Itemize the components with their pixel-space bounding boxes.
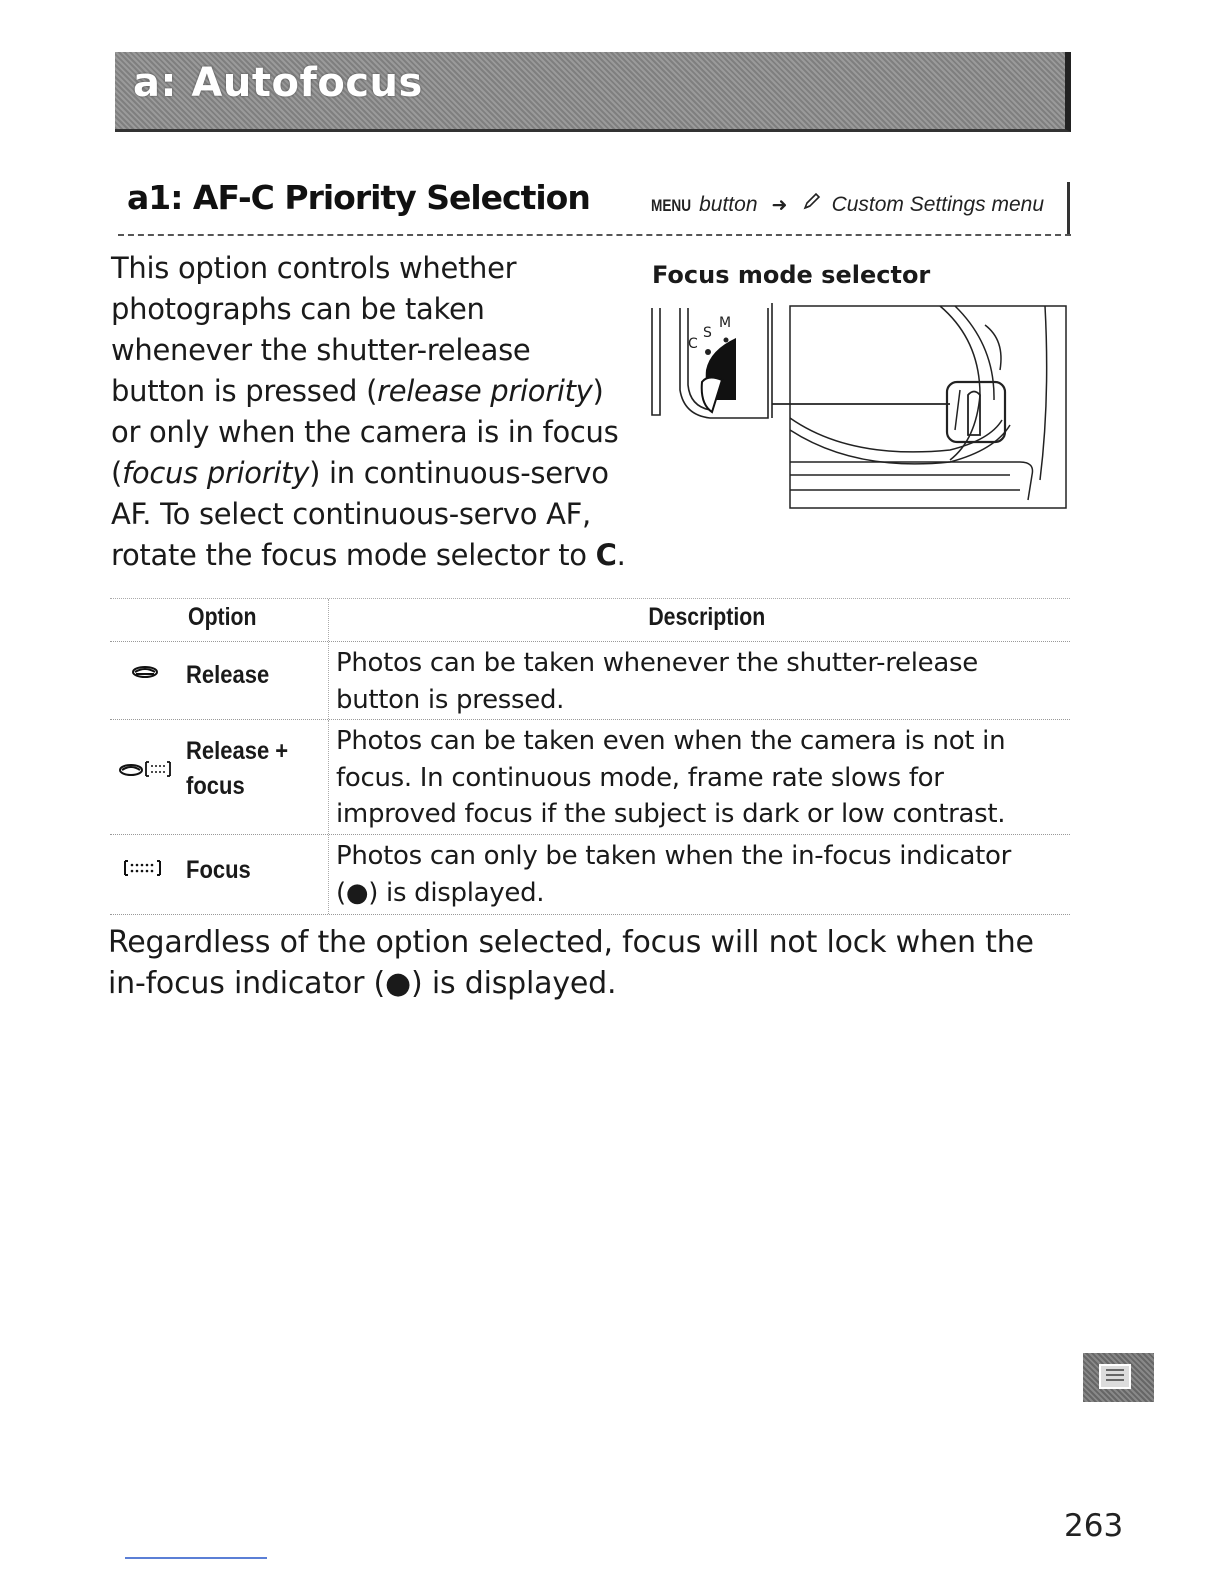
intro-text-4: . xyxy=(616,538,626,572)
intro-text-1: This option controls whether photographs can be taken whenever the shutter-release button is pressed ( xyxy=(111,251,531,408)
intro-text-2: ) or only when the camera is in focus ( xyxy=(111,374,619,490)
table-row xyxy=(110,835,1070,915)
table-row xyxy=(110,642,1070,720)
menu-button-text: button xyxy=(699,193,758,216)
option-label: Focus xyxy=(186,856,251,884)
figure-title: Focus mode selector xyxy=(652,261,931,289)
menu-list-icon xyxy=(1099,1364,1131,1389)
focus-icon xyxy=(122,859,164,882)
page-number: 263 xyxy=(1064,1508,1124,1544)
option-header: Option xyxy=(188,603,257,631)
chapter-banner xyxy=(115,52,1071,132)
header-tick xyxy=(1067,182,1070,236)
intro-text-3: ) in continuous-servo AF. To select continuous-servo AF, rotate the focus mode selector to xyxy=(111,456,609,572)
table-header-row xyxy=(110,598,1070,642)
focus-priority-term: focus priority xyxy=(122,456,310,490)
option-description: Photos can only be taken when the in-focus indicator (●) is displayed. xyxy=(336,841,1011,908)
menu-path xyxy=(651,191,1044,217)
intro-paragraph xyxy=(111,248,631,576)
header-divider xyxy=(118,230,1071,236)
focus-mode-selector-illustration xyxy=(650,300,1070,515)
options-table xyxy=(110,598,1070,915)
option-description: Photos can be taken even when the camera is not in focus. In continuous mode, frame rate slows for improved focus if the subject is dark or low contrast. xyxy=(336,726,1006,829)
menu-destination: Custom Settings menu xyxy=(831,193,1044,216)
option-description: Photos can be taken whenever the shutter-release button is pressed. xyxy=(336,648,978,715)
chapter-title: a: Autofocus xyxy=(133,60,423,106)
pencil-icon xyxy=(802,194,828,216)
release-icon xyxy=(130,664,160,685)
c-mode-glyph: C xyxy=(595,538,617,572)
dial-knob xyxy=(702,338,736,413)
arrow-right-icon: ➜ xyxy=(771,194,788,216)
release-priority-term: release priority xyxy=(377,374,593,408)
dial-label-c: C xyxy=(688,336,698,352)
menu-guide-tab xyxy=(1083,1353,1154,1402)
description-header: Description xyxy=(648,603,766,631)
option-label: Release xyxy=(186,661,270,689)
table-row xyxy=(110,720,1070,835)
dial-label-m: M xyxy=(719,315,732,331)
page-rule xyxy=(125,1557,267,1559)
menu-key-label: MENU xyxy=(651,196,692,215)
release-focus-icon xyxy=(118,760,174,783)
footer-note: Regardless of the option selected, focus will not lock when the in-focus indicator (●) is displayed. xyxy=(108,925,1034,1001)
dial-label-s: S xyxy=(703,325,712,341)
section-title: a1: AF-C Priority Selection xyxy=(127,178,590,217)
camera-body-view xyxy=(772,306,1066,508)
option-label: Release + focus xyxy=(186,737,289,800)
